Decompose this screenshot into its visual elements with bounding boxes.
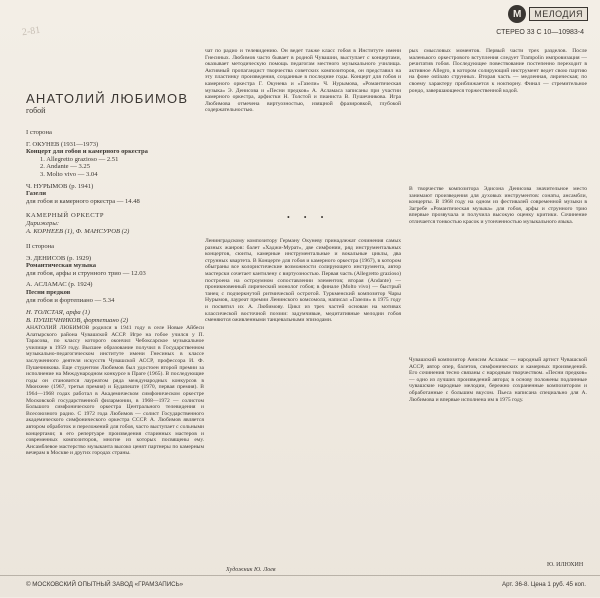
side2-work1-title: Романтическая музыка (26, 262, 97, 270)
side1-work2-composer: Ч. НУРЫМОВ (р. 1941) (26, 182, 94, 190)
price: Арт. 36-8. Цена 1 руб. 45 коп. (501, 581, 586, 588)
side1-work1-part1: 1. Allegretto grazioso — 2.51 (40, 155, 119, 163)
notes-column-2-bottom: Ленинградскому композитору Герману Окуневу принадлежат сочинения самых разных жанров: балет «Хаджи-Мурат», две симфонии, ряд инструментальных концертов, сюиты, камерные инструментальные и вокальные циклы, два струнных квартета. В Концерте для гобоя и камерного оркестра (1967), в котором обыграны все колористические возможности солирующего инструмента, автор мастерски сочетает кантилену с виртуозностью. Первая часть (Allegretto grazioso) построена на остроумном сопоставлении элементов; вторая (Andante) — проникновенный лирический монолог гобоя; в финале (Molto vivo) — быстрый танец с подчеркнутой ритмической остротой. Туркменский композитор Чары Нурымов, лауреат премии Ленинского комсомола, написал «Газели» в 1975 году и посвятил их А. Любимову. Цикл из трех частей основан на мотивах классической восточной поэзии: задумчивые, медитативные мелодии гобоя сменяются оживленными танцевальными эпизодами. (205, 238, 401, 324)
artist-credit: Художник Ю. Лоев (226, 567, 276, 573)
notes-column-1: АНАТОЛИЙ ЛЮБИМОВ родился в 1941 году в селе Новые Айбеси Алатырского района Чувашской АССР. Игре на гобое учился у П. Тарасова, по классу которого окончил Чебоксарское музыкальное училище в 1959 году. Высшее образование получил в Государственном музыкально-педагогическом институте имени Гнесиных в классе заслуженного деятеля искусств Чувашской АССР, профессора И. Ф. Пушечникова. Еще студентом Любимов был удостоен второй премии за исполнение на Международном конкурсе в Праге (1965). В последующие годы он становится лауреатом ряда международных конкурсов в Мюнхене (1967, третья премия) и Будапеште (1970, первая премия). В 1964—1968 годах работал в Академическом симфоническом оркестре Московской государственной филармонии, в 1968—1972 — солистом Большого симфонического оркестра Центрального телевидения и Всесоюзного радио. С 1972 года Любимов — солист Государственного академического симфонического оркестра СССР. А. Любимов является автором обработок и переложений для гобоя, часто выступает с сольными концертами; в его репертуаре произведения старинных мастеров и современных композиторов, многие из которых посвящены ему. Ансамблевое мастерство музыканта высоко ценят партнеры по камерным вечерам в Москве и других городах страны. (26, 325, 204, 457)
melodiya-emblem-icon: М (508, 5, 526, 23)
performer-piano: В. ПУШЕЧНИКОВ, фортепиано (2) (26, 316, 129, 324)
side1-block (26, 129, 204, 235)
notes-column-3-bottom: Чувашский композитор Анисим Асламас — народный артист Чувашской АССР, автор опер, балетов, симфонических и камерных произведений. Его сочинения тесно связаны с народным творчеством. «Песни предков» — одно из лучших произведений автора; в основу положены подлинные чувашские народные мелодии, бережно сохраненные композитором и обработанные с большим вкусом. Пьеса написана специально для А. Любимова и впервые исполнена им в 1975 году. (409, 357, 587, 403)
side1-heading: I сторона (26, 129, 52, 136)
album-subtitle: гобой (26, 106, 46, 115)
melodiya-brand: МЕЛОДИЯ (529, 7, 588, 21)
section-divider-stars: • • • (287, 213, 330, 222)
side1-work2-title: Газели (26, 190, 46, 198)
ensemble: КАМЕРНЫЙ ОРКЕСТР (26, 212, 105, 220)
performer-harp: Н. ТОЛСТАЯ, арфа (1) (26, 309, 91, 317)
side2-work1-part1: для гобоя, арфы и струнного трио — 12.03 (26, 269, 146, 277)
side1-work1-title: Концерт для гобоя и камерного оркестра (26, 148, 148, 156)
side2-work2-title: Песни предков (26, 288, 71, 296)
notes-column-3-middle: В творчестве композитора Эдисона Денисова значительное место занимают произведения для духовых инструментов: сонаты, ансамбли, концерты. В 1968 году на одном из фестивалей современной музыки в Загребе «Романтическая музыка» для гобоя, арфы и струнного трио впервые прозвучала и получила высокую оценку критики. Сочинение отличается тонкостью красок и утонченностью музыкального языка. (409, 186, 587, 225)
side2-heading: II сторона (26, 243, 55, 250)
catalog-number: СТЕРЕО 33 С 10—10983-4 (496, 29, 584, 36)
side2-work2-part1: для гобоя и фортепиано — 5.34 (26, 296, 115, 304)
notes-column-3-top: рых смысловых моментов. Первый части трех разделов. После маленького оркестрового вступления следует Trampolin импровизация — речитатив гобоя. Последующее повествование постепенно переходит в активное Allegro, в котором солирующий инструмент ведет свою партию на фоне ostinato струнных. Вторая часть — медленная, лирическая; по своему характеру приближается к ноктюрну. Финал — стремительное рондо, завершающееся торжественной кодой. (409, 48, 587, 94)
side1-work1-part2: 2. Andante — 3.25 (40, 163, 90, 171)
side1-work1-composer: Г. ОКУНЕВ (1931—1973) (26, 140, 99, 148)
conductors: А. КОРНЕЕВ (1), Ф. МАНСУРОВ (2) (26, 227, 130, 235)
notes-column-2-top: чат по радио и телевидению. Он ведет также класс гобоя в Институте имени Гнесиных. Любимов часто бывает в родной Чувашии, выступает с концертами, оказывает методическую помощь педагогам местного музыкального училища. Активный пропагандист творчества советских композиторов, он представил на эту пластинку произведения, созданные в последние годы. Концерт для гобоя и камерного оркестра Г. Окунева и «Газели» Ч. Нурымова, «Романтическая музыка» Э. Денисова и «Песни предков» А. Асламаса записаны при участии камерного оркестра, арфистки Н. Толстой и пианиста В. Пушечникова. Игра Любимова отмечена виртуозностью, изящной фразировкой, глубокой содержательностью. (205, 48, 401, 114)
footer (0, 575, 600, 598)
side2-work2-composer: А. АСЛАМАС (р. 1924) (26, 281, 93, 289)
handwritten-stamp: 2-81 (21, 24, 42, 39)
notes-author: Ю. ИЛЮХИН (547, 562, 584, 568)
side1-work1-part3: 3. Molto vivo — 3.04 (40, 170, 98, 178)
side2-block (26, 243, 204, 324)
side1-work2-part1: для гобоя и камерного оркестра — 14.48 (26, 197, 140, 205)
copyright: © МОСКОВСКИЙ ОПЫТНЫЙ ЗАВОД «ГРАМЗАПИСЬ» (26, 581, 184, 588)
melodiya-logo (508, 5, 588, 23)
side2-work1-composer: Э. ДЕНИСОВ (р. 1929) (26, 254, 92, 262)
conductors-label: Дирижеры: (26, 219, 60, 227)
album-title: АНАТОЛИЙ ЛЮБИМОВ (26, 91, 189, 106)
